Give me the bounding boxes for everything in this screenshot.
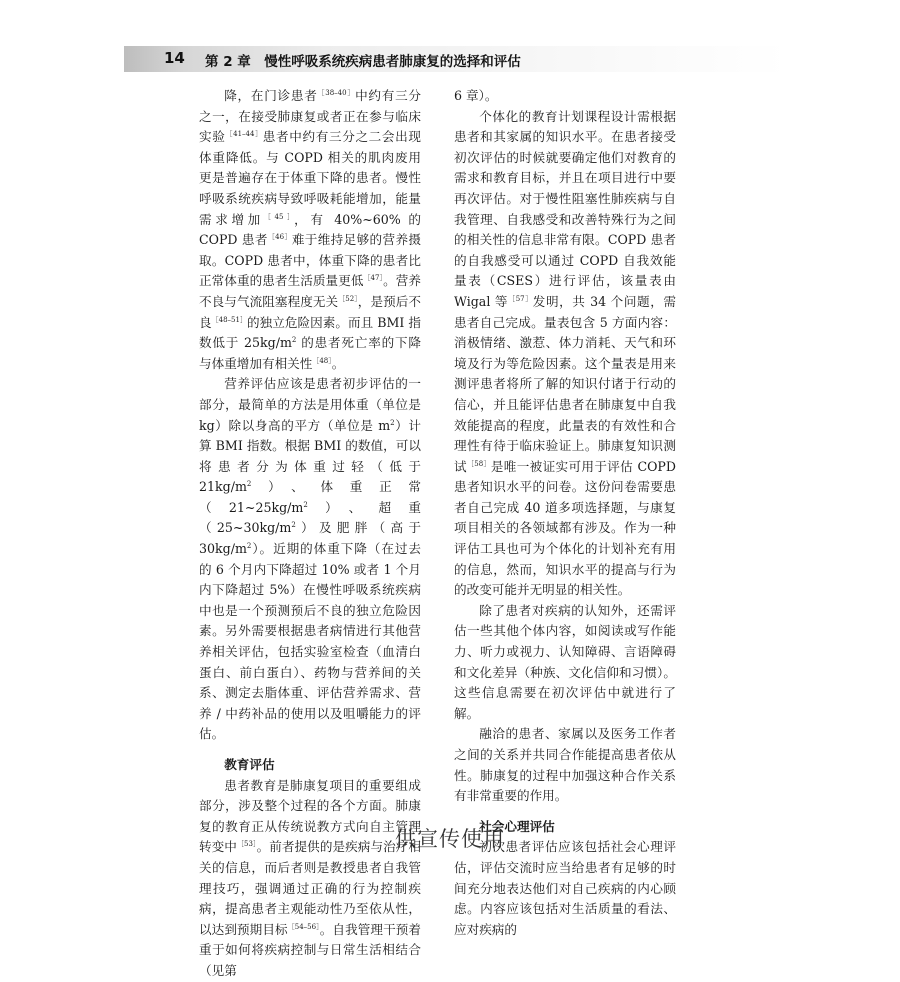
reference-superscript: 2 xyxy=(291,336,297,345)
paragraph-nutrition-assessment xyxy=(199,374,421,745)
reference-superscript: 2 xyxy=(246,480,252,489)
paragraph-continuation xyxy=(454,86,676,107)
paragraph-patient-education xyxy=(199,776,421,982)
reference-superscript: ［52］ xyxy=(338,294,358,303)
text-run: 是唯一被证实可用于评估 COPD 患者知识水平的问卷。这份问卷需要患者自己完成 40 道多项选择题，与康复项目相关的各领域都有涉及。作为一种评估工具也可为个体化的计划补充有用的信息，然而，知识水平的提高与行为的改变可能并无明显的相关性。 xyxy=(454,458,676,598)
text-run: 发明，共 34 个问题，需患者自己完成。量表包含 5 方面内容：消极情绪、激惹、体力消耗、天气和环境及行为等危险因素。这个量表是用来测评患者将所了解的知识付诸于行动的信心，并且能评估患者在肺康复中自我效能提高的程度，此量表的有效性和合理性有待于临床验证上。肺康复知识测试 xyxy=(454,293,676,474)
reference-superscript: ［38–40］ xyxy=(317,89,356,97)
text-run: 初次患者评估应该包括社会心理评估，评估交流时应当给患者有足够的时间充分地表达他们对自己疾病的内心顾虑。内容应该包括对生活质量的看法、应对疾病的 xyxy=(454,839,676,937)
reference-superscript: ［54–56］ xyxy=(287,922,320,931)
paragraph-weight-loss xyxy=(199,86,421,374)
text-run: 。自我管理干预着重于如何将疾病控制与日常生活相结合（见第 xyxy=(199,921,422,978)
text-run: 中约有三分之一，在接受肺康复或者正在参与临床实验 xyxy=(199,88,422,145)
reference-superscript: ［57］ xyxy=(508,294,533,303)
text-run: 患者中约有三分之二会出现体重降低。与 COPD 相关的肌肉废用更是普遍存在于体重下降的患者。慢性呼吸系统疾病导致呼吸耗能增加，能量需求增加 xyxy=(199,129,421,227)
text-run: ，有 40%~60% 的 COPD 患者 xyxy=(199,211,421,248)
promotional-use-stamp: 供宣传使用 xyxy=(395,827,505,851)
text-run: ）及肥胖（高于 30kg/m xyxy=(199,520,422,557)
text-run: 个体化的教育计划课程设计需根据患者和其家属的知识水平。在患者接受初次评估的时候就要确定他们对教育的需求和教育目标，并且在项目进行中要再次评估。对于慢性阻塞性肺疾病与自我管理、自我感受和改善特殊行为之间的相关性的信息非常有限。COPD 患者的自我感受可以通过 COPD 自我效能量表（CSES）进行评估，该量表由 Wigal 等 xyxy=(454,108,676,309)
reference-superscript: 2 xyxy=(303,500,308,509)
right-column xyxy=(454,86,676,940)
page-number: 14 xyxy=(164,49,185,67)
text-run: 难于维持足够的营养摄取。COPD 患者中，体重下降的患者比正常体重的患者生活质量更低 xyxy=(199,232,421,289)
text-run: ，是预后不良 xyxy=(199,293,422,330)
section-heading-psychosocial: 社会心理评估 xyxy=(479,818,555,834)
reference-superscript: 2 xyxy=(246,542,252,551)
text-run: ）、体重正常（21~25kg/m xyxy=(199,479,421,515)
text-run: ）、超重（25~30kg/m xyxy=(199,499,422,536)
reference-superscript: 2 xyxy=(291,521,296,530)
reference-superscript: ［47］ xyxy=(363,274,384,283)
reference-superscript: ［45］ xyxy=(263,212,295,221)
text-run: 患者教育是肺康复项目的重要组成部分，涉及整个过程的各个方面。肺康复的教育正从传统说教方式向自主管理转变中 xyxy=(199,777,421,855)
text-run: 。 xyxy=(331,355,345,371)
text-run: 6 章）。 xyxy=(454,88,498,103)
paragraph-other-individual-factors xyxy=(454,601,676,725)
reference-superscript: ［48–51］ xyxy=(211,315,248,324)
text-run: 。营养不良与气流阻塞程度无关 xyxy=(199,273,421,309)
text-run: 的患者死亡率的下降与体重增加有相关性 xyxy=(199,335,421,371)
paragraph-collaboration xyxy=(454,724,676,806)
reference-superscript: 2 xyxy=(390,418,395,427)
text-run: ）计算 BMI 指数。根据 BMI 的数值，可以将患者分为体重过轻（低于 21kg/m xyxy=(199,417,422,495)
text-run: ）。近期的体重下降（在过去的 6 个月内下降超过 10% 或者 1 个月内下降超过 5%）在慢性呼吸系统疾病中也是一个预测预后不良的独立危险因素。另外需要根据患者病情进行其他营养相关评估，包括实验室检查（血清白蛋白、前白蛋白）、药物与营养间的关系、测定去脂体重、评估营养需求、营养 / 中药补品的使用以及咀嚼能力的评估。 xyxy=(199,541,421,742)
reference-superscript: ［46］ xyxy=(267,233,292,242)
chapter-title: 第 2 章 慢性呼吸系统疾病患者肺康复的选择和评估 xyxy=(205,54,521,70)
reference-superscript: ［58］ xyxy=(466,459,491,468)
section-heading-education: 教育评估 xyxy=(224,757,275,772)
text-run: 。前者提供的是疾病与治疗相关的信息，而后者则是教授患者自我管理技巧，强调通过正确的行为控制疾病，提高患者主观能动性乃至依从性，以达到预期目标 xyxy=(199,839,422,937)
paragraph-individual-education-plan xyxy=(454,107,676,601)
text-run: 除了患者对疾病的认知外，还需评估一些其他个体内容，如阅读或写作能力、听力或视力、认知障碍、言语障碍和文化差异（种族、文化信仰和习惯）。这些信息需要在初次评估中就进行了解。 xyxy=(454,602,676,721)
reference-superscript: ［53］ xyxy=(236,840,257,849)
text-run: 融洽的患者、家属以及医务工作者之间的关系并共同合作能提高患者依从性。肺康复的过程中加强这种合作关系有非常重要的作用。 xyxy=(454,726,676,804)
reference-superscript: ［48］ xyxy=(312,356,332,365)
text-run: 降，在门诊患者 xyxy=(224,88,318,103)
reference-superscript: ［41–44］ xyxy=(225,130,263,139)
text-run: 营养评估应该是患者初步评估的一部分，最简单的方法是用体重（单位是 kg）除以身高的平方（单位是 m xyxy=(199,376,421,433)
text-run: 的独立危险因素。而且 BMI 指数低于 25kg/m xyxy=(199,314,421,351)
